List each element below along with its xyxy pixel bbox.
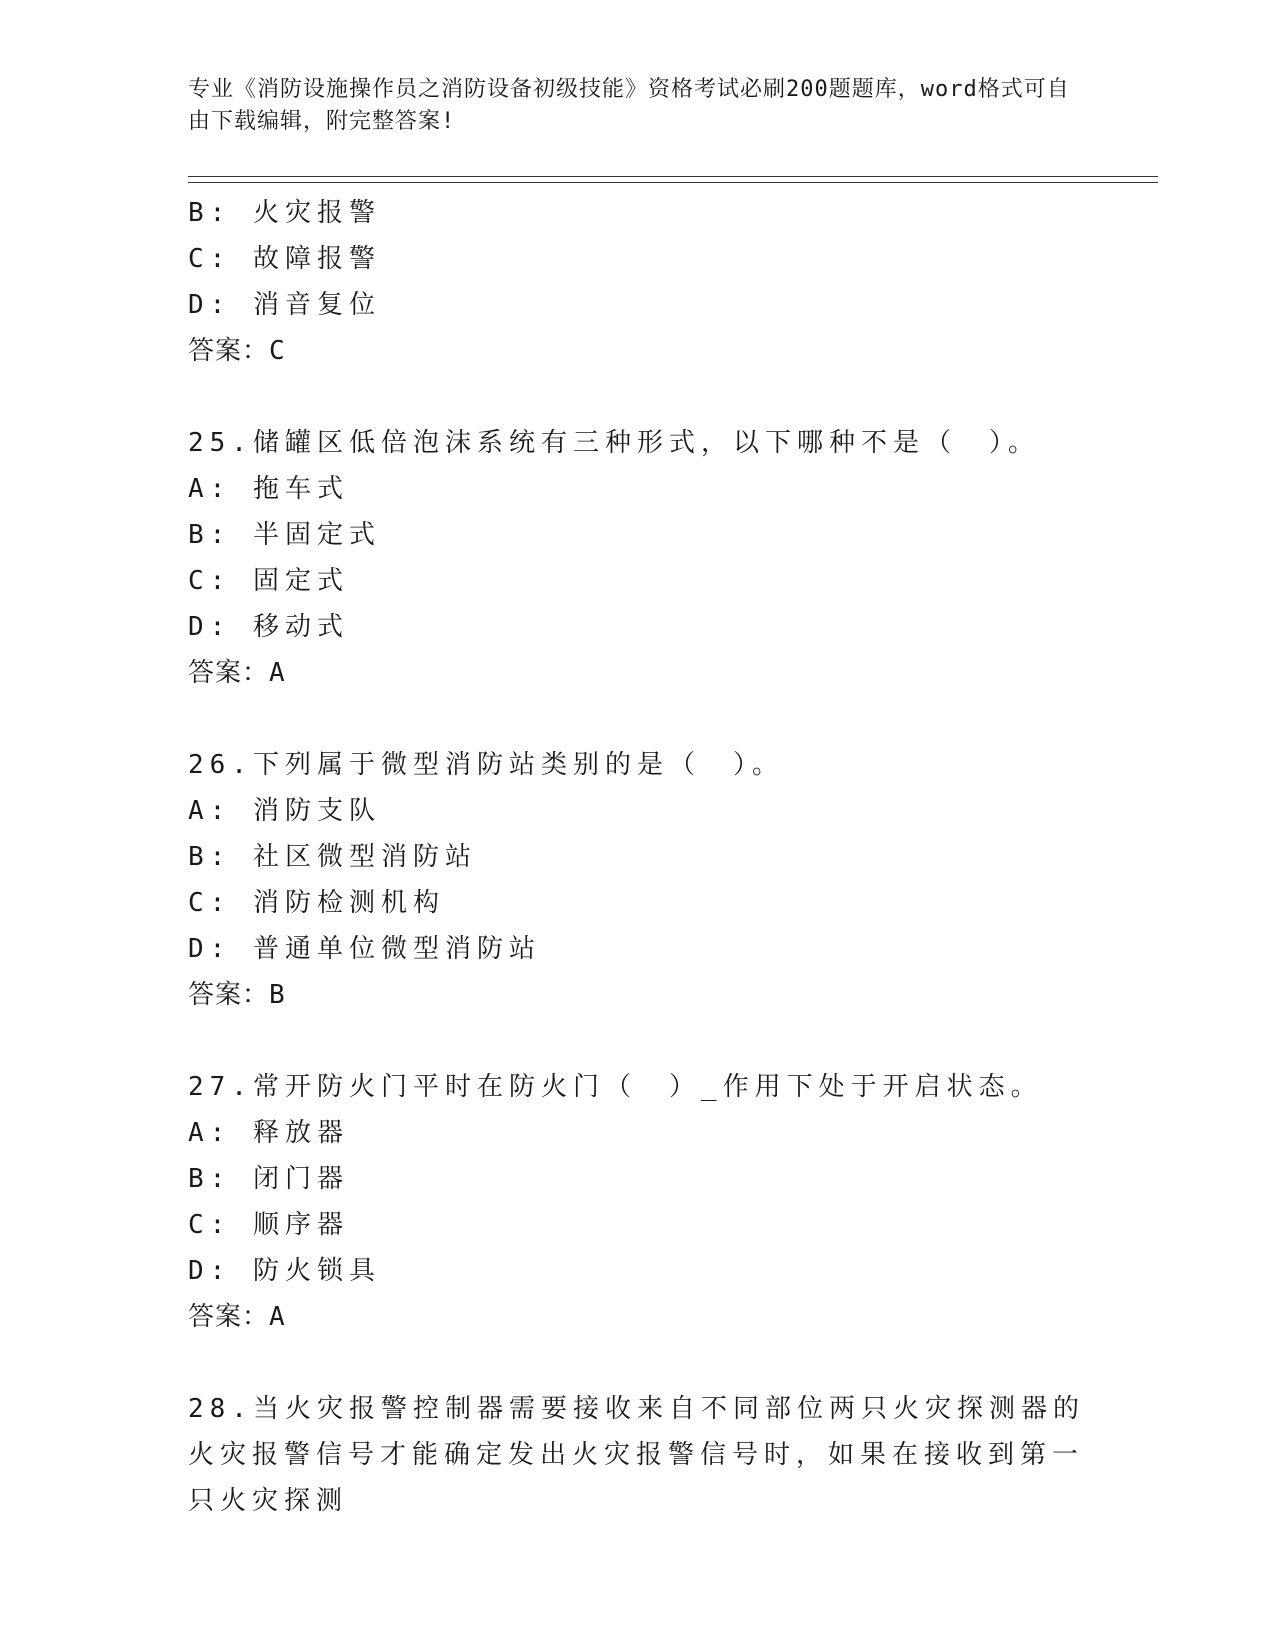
question-stem: 27.常开防火门平时在防火门（ ）_作用下处于开启状态。: [188, 1072, 1043, 1102]
spacer: [188, 1340, 1088, 1386]
option-a: A: 拖车式: [188, 474, 349, 504]
question-28: [188, 1386, 1088, 1524]
spacer: [188, 374, 1088, 420]
question-24-tail: [188, 190, 1088, 374]
option-d: D: 普通单位微型消防站: [188, 934, 541, 964]
option-c: C: 消防检测机构: [188, 888, 445, 918]
question-stem: 26.下列属于微型消防站类别的是（ ）。: [188, 750, 784, 780]
question-25: [188, 420, 1088, 696]
question-26: [188, 742, 1088, 1018]
answer-line: 答案：A: [188, 1302, 286, 1332]
option-a: A: 消防支队: [188, 796, 381, 826]
option-d: D: 移动式: [188, 612, 349, 642]
answer-line: 答案：A: [188, 658, 286, 688]
header-divider-bottom: [188, 182, 1158, 183]
question-27: [188, 1064, 1088, 1340]
option-c: C: 顺序器: [188, 1210, 349, 1240]
question-list: [188, 190, 1088, 1524]
question-stem: 28.当火灾报警控制器需要接收来自不同部位两只火灾探测器的火灾报警信号才能确定发出火灾报警信号时，如果在接收到第一只火灾探测: [188, 1394, 1085, 1516]
spacer: [188, 1018, 1088, 1064]
option-c: C: 故障报警: [188, 244, 381, 274]
header-divider-top: [188, 176, 1158, 177]
option-c: C: 固定式: [188, 566, 349, 596]
option-b: B: 火灾报警: [188, 198, 381, 228]
option-b: B: 闭门器: [188, 1164, 349, 1194]
document-header: 专业《消防设施操作员之消防设备初级技能》资格考试必刷200题题库，word格式可自由下载编辑，附完整答案!: [188, 77, 1070, 134]
question-stem: 25.储罐区低倍泡沫系统有三种形式，以下哪种不是（ ）。: [188, 428, 1040, 458]
option-d: D: 消音复位: [188, 290, 381, 320]
option-b: B: 社区微型消防站: [188, 842, 477, 872]
option-a: A: 释放器: [188, 1118, 349, 1148]
option-b: B: 半固定式: [188, 520, 381, 550]
option-d: D: 防火锁具: [188, 1256, 381, 1286]
spacer: [188, 696, 1088, 742]
answer-line: 答案：B: [188, 980, 286, 1010]
answer-line: 答案：C: [188, 336, 286, 366]
